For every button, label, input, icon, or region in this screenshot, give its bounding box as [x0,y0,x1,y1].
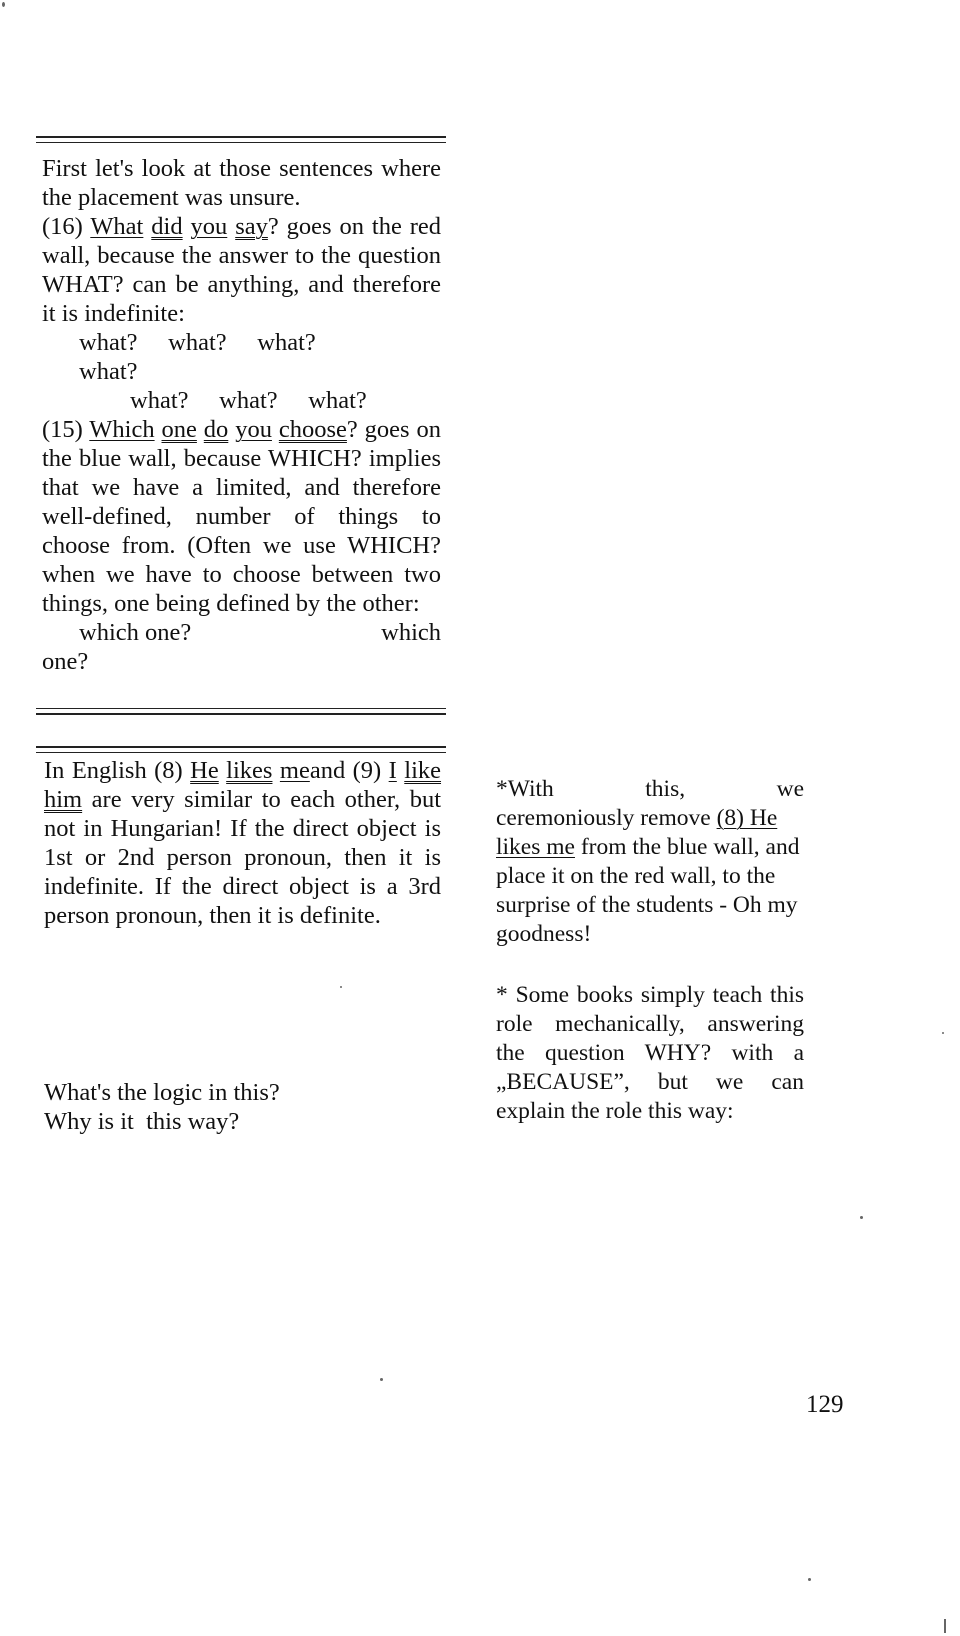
scan-speck [944,1619,946,1633]
box1-text [42,154,441,676]
box1-top-rule-inner [36,142,446,143]
box1-bottom-rule-2 [36,713,446,715]
which-line-end: one? [42,648,89,675]
scan-speck [380,1378,383,1381]
scan-speck [942,1032,944,1034]
right-note-1 [496,775,804,949]
note1-first-line: *With this, we [496,776,804,802]
english-comparison: In English (8) He likes meand (9) I like him are very similar to each other, but not in Hungarian! If the direct object is 1st or 2nd person pronoun, then it is indefinite. If the direct object is a 3rd person pronoun, then it is definite. [44,757,442,929]
box2-top-rule [36,746,446,748]
scan-speck [860,1216,863,1219]
logic-question [44,1078,424,1136]
what-line-3: what? what? what? [130,387,367,414]
sentence-16: (16) What did you say? goes on the red wall, because the answer to the question WHAT? can be anything, and therefore it is indefinite: [42,213,442,327]
box2-text [44,756,441,930]
box1-bottom-rule [36,708,446,709]
box2-top-rule-inner [36,752,446,753]
question-line-2: Why is it this way? [44,1108,240,1135]
page-number: 129 [806,1391,844,1418]
which-line: which one? which [79,619,441,646]
box1-top-rule [36,136,446,138]
right-note-2 [496,981,804,1126]
sentence-15: (15) Which one do you choose? goes on the blue wall, because WHICH? implies that we have a limited, and therefore well-defined, number of things to choose from. (Often we use WHICH? when we have to choose between two things, one being defined by the other: [42,416,441,617]
box1-intro: First let's look at those sentences where the placement was unsure. [42,155,441,211]
note2-body: * Some books simply teach this role mechanically, answering the question WHY? with a „BECAUSE”, but we can explain the role this way: [496,982,804,1124]
what-line-2: what? [79,358,138,385]
scan-speck [340,986,342,988]
note1-body: ceremoniously remove (8) He likes me from the blue wall, and place it on the red wall, to the surprise of the students - Oh my goodness! [496,805,800,947]
scan-speck [808,1578,811,1581]
scan-speck [2,2,5,7]
what-line-1: what? what? what? [79,329,316,356]
question-line-1: What's the logic in this? [44,1079,280,1106]
